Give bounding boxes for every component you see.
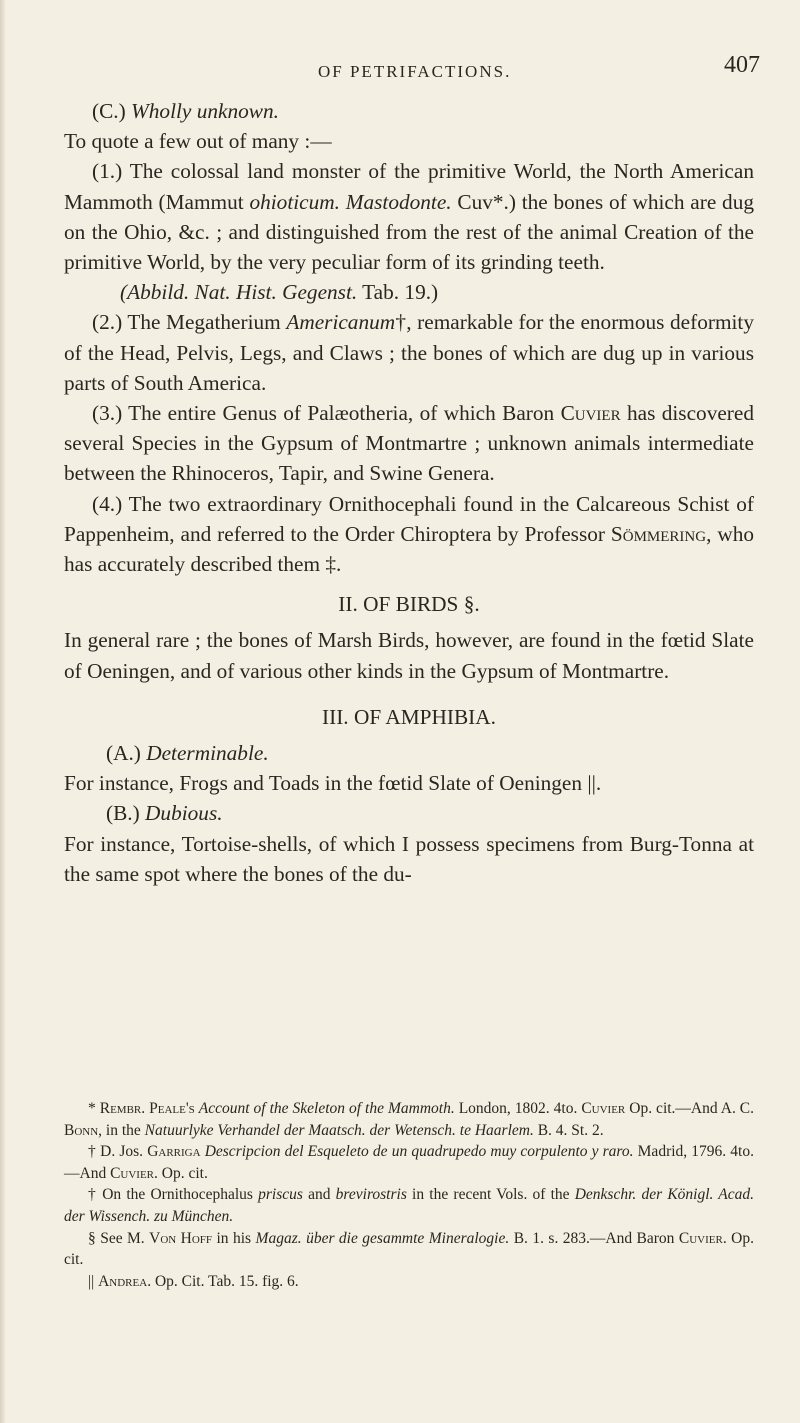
item-4: (4.) The two extraordinary Ornithocephali found in the Calcareous Schist of Pappenheim, and referred to the Order Chiroptera by Professor Sömmering, who has accurately described them ‡. xyxy=(64,491,754,577)
section-b-heading: (B.) Dubious. xyxy=(106,801,223,826)
page-header xyxy=(0,52,800,92)
item-1-reference: (Abbild. Nat. Hist. Gegenst. Tab. 19.) xyxy=(120,280,439,305)
item-1: (1.) The colossal land monster of the primitive World, the North American Mammoth (Mammut ohioticum. Mastodonte. Cuv*.) the bones of which are dug on the Ohio, &c. ; and distinguished from the rest of the animal Creation of the primitive World, by the very peculiar form of its grinding teeth. xyxy=(64,159,754,275)
item-2: (2.) The Megatherium Americanum†, remarkable for the enormous deformity of the Head, Pelvis, Legs, and Claws ; the bones of which are dug up in various parts of South America. xyxy=(64,310,754,395)
footnote-5: || Andrea. Op. Cit. Tab. 15. fig. 6. xyxy=(88,1272,299,1290)
main-text xyxy=(64,96,754,889)
amphibia-heading: III. OF AMPHIBIA. xyxy=(322,704,496,729)
birds-heading: II. OF BIRDS §. xyxy=(338,592,480,617)
birds-paragraph: In general rare ; the bones of Marsh Birds, however, are found in the fœtid Slate of Oeningen, and of various other kinds in the Gypsum of Montmartre. xyxy=(64,628,754,683)
footnote-3: † On the Ornithocephalus priscus and brevirostris in the recent Vols. of the Denkschr. der Königl. Acad. der Wissench. zu München. xyxy=(64,1186,755,1225)
footnotes xyxy=(64,1098,754,1292)
footnote-2: † D. Jos. Garriga Descripcion del Esqueleto de un quadrupedo muy corpulento y raro. Madrid, 1796. 4to.—And Cuvier. Op. cit. xyxy=(64,1143,754,1182)
section-title: Wholly unknown. xyxy=(131,99,279,123)
section-b-paragraph: For instance, Tortoise-shells, of which I possess specimens from Burg-Tonna at the same spot where the bones of the du- xyxy=(64,831,754,886)
section-c-heading xyxy=(64,96,754,126)
section-a-paragraph: For instance, Frogs and Toads in the fœtid Slate of Oeningen ||. xyxy=(64,771,602,796)
item-3: (3.) The entire Genus of Palæotheria, of which Baron Cuvier has discovered several Species in the Gypsum of Montmartre ; unknown animals intermediate between the Rhinoceros, Tapir, and Swine Genera. xyxy=(64,401,754,486)
quote-intro: To quote a few out of many :— xyxy=(64,129,332,154)
running-head: OF PETRIFACTIONS. xyxy=(318,62,512,81)
footnote-4: § See M. Von Hoff in his Magaz. über die gesammte Mineralogie. B. 1. s. 283.—And Baron Cuvier. Op. cit. xyxy=(64,1229,754,1269)
page-gutter xyxy=(0,0,6,1423)
section-label: (C.) xyxy=(92,99,126,123)
section-a-heading: (A.) Determinable. xyxy=(106,741,269,766)
page-number: 407 xyxy=(724,52,760,78)
footnote-1: * Rembr. Peale's Account of the Skeleton of the Mammoth. London, 1802. 4to. Cuvier Op. cit.—And A. C. Bonn, in the Natuurlyke Verhandel der Maatsch. der Wetensch. te Haarlem. B. 4. St. 2. xyxy=(64,1100,755,1139)
